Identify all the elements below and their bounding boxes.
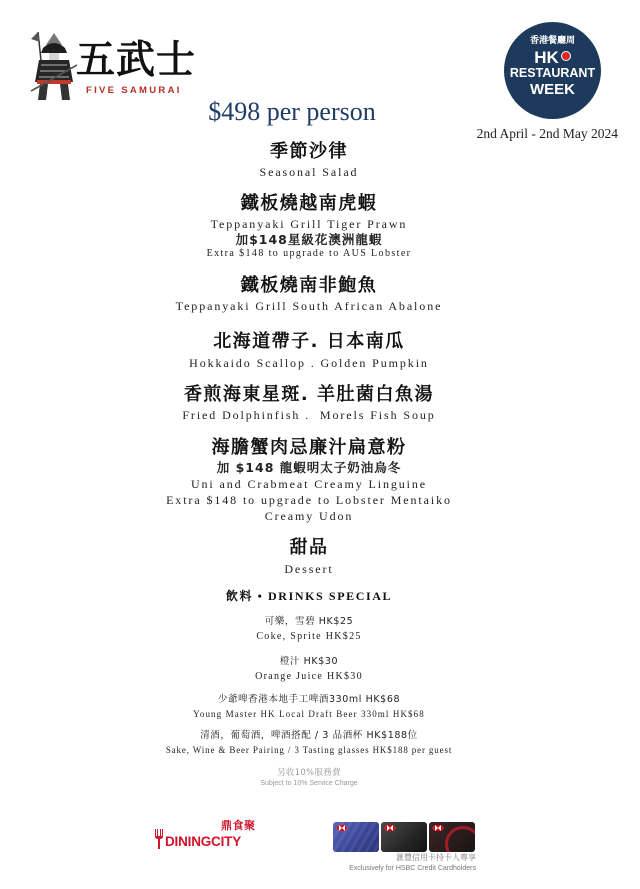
course-title-en: Teppanyaki Grill South African Abalone bbox=[175, 299, 443, 313]
drink-item-cn: 清酒，葡萄酒，啤酒搭配 / 3 品酒杯 HK$188位 bbox=[200, 730, 418, 741]
drink-item-en: Orange Juice HK$30 bbox=[255, 671, 363, 682]
course-title-en: Uni and Crabmeat Creamy Linguine bbox=[190, 477, 428, 491]
hsbc-card-black-image bbox=[381, 822, 427, 852]
drink-item-cn: 少爺啤香港本地手工啤酒330ml HK$68 bbox=[217, 694, 401, 705]
hk-red-dot-icon bbox=[561, 51, 571, 61]
course-title-cn: 季節沙律 bbox=[270, 141, 348, 162]
hsbc-card-blue-image bbox=[333, 822, 379, 852]
badge-hk-row bbox=[504, 48, 601, 67]
badge-title-chinese: 香港餐廳周 bbox=[529, 36, 575, 46]
upgrade-note-en: Creamy Udon bbox=[264, 509, 354, 523]
upgrade-note-cn: 加 $148 龍蝦明太子奶油烏冬 bbox=[216, 460, 402, 475]
samurai-figure-icon bbox=[28, 30, 80, 102]
badge-week: WEEK bbox=[530, 81, 575, 98]
badge-hk: HK bbox=[534, 48, 559, 67]
promotion-period: 2nd April - 2nd May 2024 bbox=[476, 126, 618, 141]
upgrade-note-en: Extra $148 to upgrade to AUS Lobster bbox=[206, 248, 412, 259]
course-title-en: Hokkaido Scallop . Golden Pumpkin bbox=[189, 356, 429, 370]
drink-item-cn: 可樂，雪碧 HK$25 bbox=[264, 616, 354, 627]
fork-knife-icon bbox=[154, 828, 164, 850]
cards-caption-en: Exclusively for HSBC Credit Cardholders bbox=[349, 865, 476, 872]
drink-item-en: Coke, Sprite HK$25 bbox=[256, 631, 362, 642]
drinks-heading: 飲料 • DRINKS SPECIAL bbox=[225, 589, 393, 603]
cards-caption-cn: 滙豐信用卡持卡人專享 bbox=[396, 853, 476, 862]
upgrade-note-en: Extra $148 to upgrade to Lobster Mentaiko bbox=[166, 493, 452, 507]
course-title-cn: 海膽蟹肉忌廉汁扁意粉 bbox=[211, 437, 407, 458]
price-per-person: $498 per person bbox=[208, 97, 376, 126]
drink-item-en: Young Master HK Local Draft Beer 330ml HK$68 bbox=[193, 709, 425, 719]
course-title-cn: 鐵板燒越南虎蝦 bbox=[240, 193, 378, 214]
course-title-en: Dessert bbox=[284, 562, 334, 576]
hsbc-hexagon-icon bbox=[336, 825, 348, 831]
drink-item-en: Sake, Wine & Beer Pairing / 3 Tasting glasses HK$188 per guest bbox=[165, 745, 453, 755]
hsbc-card-dark-red-image bbox=[429, 822, 475, 852]
hsbc-hexagon-icon bbox=[432, 825, 444, 831]
service-charge-cn: 另收10%服務費 bbox=[277, 768, 341, 778]
course-title-cn: 鐵板燒南非鮑魚 bbox=[240, 275, 378, 296]
drink-item-cn: 橙汁 HK$30 bbox=[279, 656, 339, 667]
course-title-en: Fried Dolphinfish . Morels Fish Soup bbox=[182, 408, 436, 422]
badge-restaurant: RESTAURANT bbox=[509, 66, 596, 80]
service-charge-en: Subject to 10% Service Charge bbox=[260, 780, 358, 787]
course-title-cn: 香煎海東星斑. 羊肚菌白魚湯 bbox=[183, 384, 435, 405]
upgrade-note-cn: 加$148星級花澳洲龍蝦 bbox=[235, 232, 383, 247]
course-title-en: Seasonal Salad bbox=[259, 165, 359, 179]
course-title-en: Teppanyaki Grill Tiger Prawn bbox=[210, 217, 408, 231]
hsbc-hexagon-icon bbox=[384, 825, 396, 831]
logo-english-name: FIVE SAMURAI bbox=[86, 85, 182, 96]
diningcity-english-name: DININGCITY bbox=[165, 834, 242, 849]
course-title-cn: 北海道帶子. 日本南瓜 bbox=[213, 331, 405, 352]
logo-chinese-name: 五武士 bbox=[76, 37, 197, 83]
course-title-cn: 甜品 bbox=[289, 537, 329, 558]
diningcity-chinese-name: 鼎食聚 bbox=[221, 819, 256, 832]
